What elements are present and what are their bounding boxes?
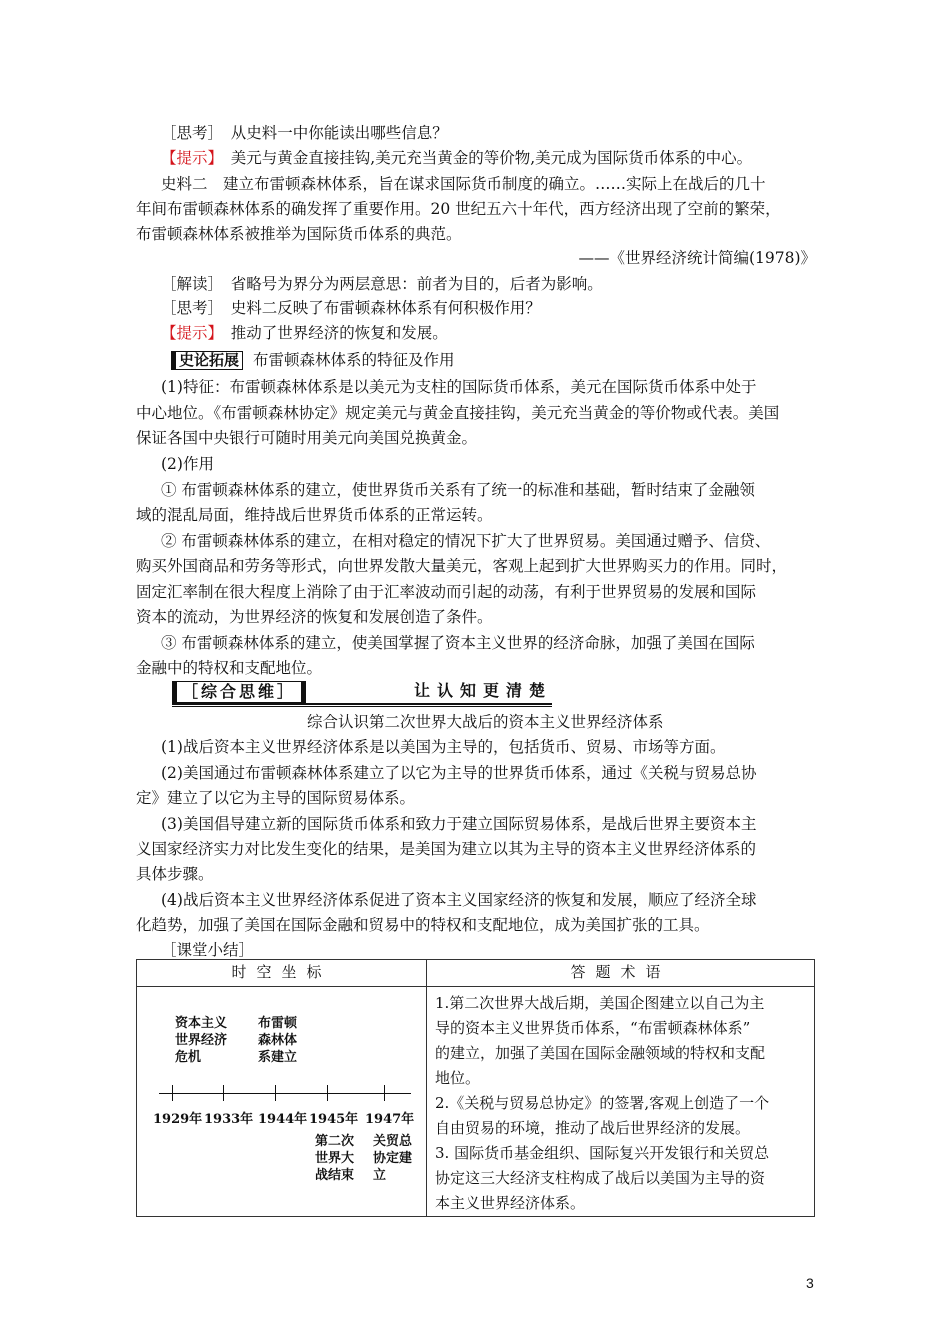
role-3-line2: 金融中的特权和支配地位。 [136, 659, 323, 677]
tick-1933 [223, 1085, 224, 1101]
hint-1: 【提示】 美元与黄金直接挂钩,美元充当黄金的等价物,美元成为国际货币体系的中心。 [161, 149, 753, 167]
tick-1944 [275, 1085, 276, 1101]
feature-line1: (1)特征：布雷顿森林体系是以美元为支柱的国际货币体系，美元在国际货币体系中处于 [161, 378, 757, 396]
feature-line2: 中心地位。《布雷顿森林协定》规定美元与黄金直接挂钩，美元充当黄金的等价物或代表。美国 [136, 404, 780, 422]
class-summary-label: ［课堂小结］ [161, 941, 255, 959]
source-2-line1: 史料二 建立布雷顿森林体系，旨在谋求国际货币制度的确立。……实际上在战后的几十 [161, 175, 766, 193]
event-bretton-woods: 布雷顿 森林体 系建立 [258, 1016, 298, 1065]
role-2-line4: 资本的流动，为世界经济的恢复和发展创造了条件。 [136, 608, 493, 626]
year-1945: 1945年 [309, 1112, 359, 1127]
table-head-right: 答题术语 [427, 960, 815, 987]
interpretation: ［解读］ 省略号为界分为两层意思：前者为目的，后者为影响。 [161, 275, 603, 293]
role-2-line1: ② 布雷顿森林体系的建立，在相对稳定的情况下扩大了世界贸易。美国通过赠予、信贷、 [161, 532, 771, 550]
summary-3-line3: 具体步骤。 [136, 865, 214, 883]
feature-line3: 保证各国中央银行可随时用美元向美国兑换黄金。 [136, 429, 478, 447]
year-1947: 1947年 [365, 1112, 415, 1127]
zonghe-tag: ［综合思维］ [172, 681, 306, 703]
shilun-header [171, 350, 455, 370]
summary-4-line2: 化趋势，加强了美国在国际金融和贸易中的特权和支配地位，成为美国扩张的工具。 [136, 916, 710, 934]
hint-2: 【提示】 推动了世界经济的恢复和发展。 [161, 324, 448, 342]
year-1944: 1944年 [258, 1112, 308, 1127]
summary-1: (1)战后资本主义世界经济体系是以美国为主导的，包括货币、贸易、市场等方面。 [161, 738, 726, 756]
year-1933: 1933年 [204, 1112, 254, 1127]
role-1-line1: ① 布雷顿森林体系的建立，使世界货币关系有了统一的标准和基础，暂时结束了金融领 [161, 481, 755, 499]
year-1929: 1929年 [153, 1112, 203, 1127]
event-wwii-end: 第二次 世界大 战结束 [315, 1134, 355, 1183]
tick-1929 [172, 1085, 173, 1101]
summary-3-line2: 义国家经济实力对比发生变化的结果，是美国为建立以其为主导的资本主义世界经济体系的 [136, 840, 757, 858]
zonghe-title: 综合认识第二次世界大战后的资本主义世界经济体系 [307, 713, 664, 731]
timeline-cell [137, 987, 427, 1217]
role-3-line1: ③ 布雷顿森林体系的建立，使美国掌握了资本主义世界的经济命脉，加强了美国在国际 [161, 634, 755, 652]
role-2-line2: 购买外国商品和劳务等形式，向世界发散大量美元，客观上起到扩大世界购买力的作用。同时， [136, 557, 788, 575]
thinking-1: ［思考］ 从史料一中你能读出哪些信息？ [161, 124, 448, 142]
tick-1947 [384, 1085, 385, 1101]
zonghe-banner [172, 681, 552, 705]
role-heading: (2)作用 [161, 455, 214, 473]
role-1-line2: 域的混乱局面，维持战后世界货币体系的正常运转。 [136, 506, 493, 524]
timeline [137, 987, 426, 1216]
event-crisis: 资本主义 世界经济 危机 [175, 1016, 228, 1065]
tick-1945 [327, 1085, 328, 1101]
thinking-2: ［思考］ 史料二反映了布雷顿森林体系有何积极作用？ [161, 299, 541, 317]
summary-2-line1: (2)美国通过布雷顿森林体系建立了以它为主导的世界货币体系，通过《关税与贸易总协 [161, 764, 757, 782]
table-head-left: 时空坐标 [137, 960, 427, 987]
event-gatt: 关贸总 协定建 立 [373, 1134, 413, 1183]
source-2-line2: 年间布雷顿森林体系的确发挥了重要作用。20 世纪五六十年代，西方经济出现了空前的繁荣， [136, 200, 781, 218]
zonghe-slogan: 让认知更清楚 [414, 681, 553, 700]
summary-3-line1: (3)美国倡导建立新的国际货币体系和致力于建立国际贸易体系，是战后世界主要资本主 [161, 815, 757, 833]
timeline-axis [159, 1093, 411, 1094]
answer-terms: 1.第二次世界大战后期，美国企图建立以自己为主 导的资本主义世界货币体系，“布雷顿森林体系” 的建立，加强了美国在国际金融领域的特权和支配 地位。 2.《关税与贸易总协定》的签署,客观上创造了一个 自由贸易的环境，推动了战后世界经济的发展。 3. 国际货币基金组织、国际复兴开发银行和关贸总 协定这三大经济支柱构成了战后以美国为主导的资 本主义世界经济体系。 [427, 987, 815, 1217]
summary-table [136, 959, 815, 1217]
source-citation: ——《世界经济统计简编(1978)》 [578, 249, 816, 267]
role-2-line3: 固定汇率制在很大程度上消除了由于汇率波动而引起的动荡，有利于世界贸易的发展和国际 [136, 583, 757, 601]
shilun-title: 布雷顿森林体系的特征及作用 [253, 351, 455, 369]
summary-2-line2: 定》建立了以它为主导的国际贸易体系。 [136, 789, 416, 807]
page-number: 3 [806, 1275, 814, 1291]
shilun-tag: 史论拓展 [171, 351, 243, 370]
source-2-line3: 布雷顿森林体系被推举为国际货币体系的典范。 [136, 225, 462, 243]
summary-4-line1: (4)战后资本主义世界经济体系促进了资本主义国家经济的恢复和发展，顺应了经济全球 [161, 891, 757, 909]
